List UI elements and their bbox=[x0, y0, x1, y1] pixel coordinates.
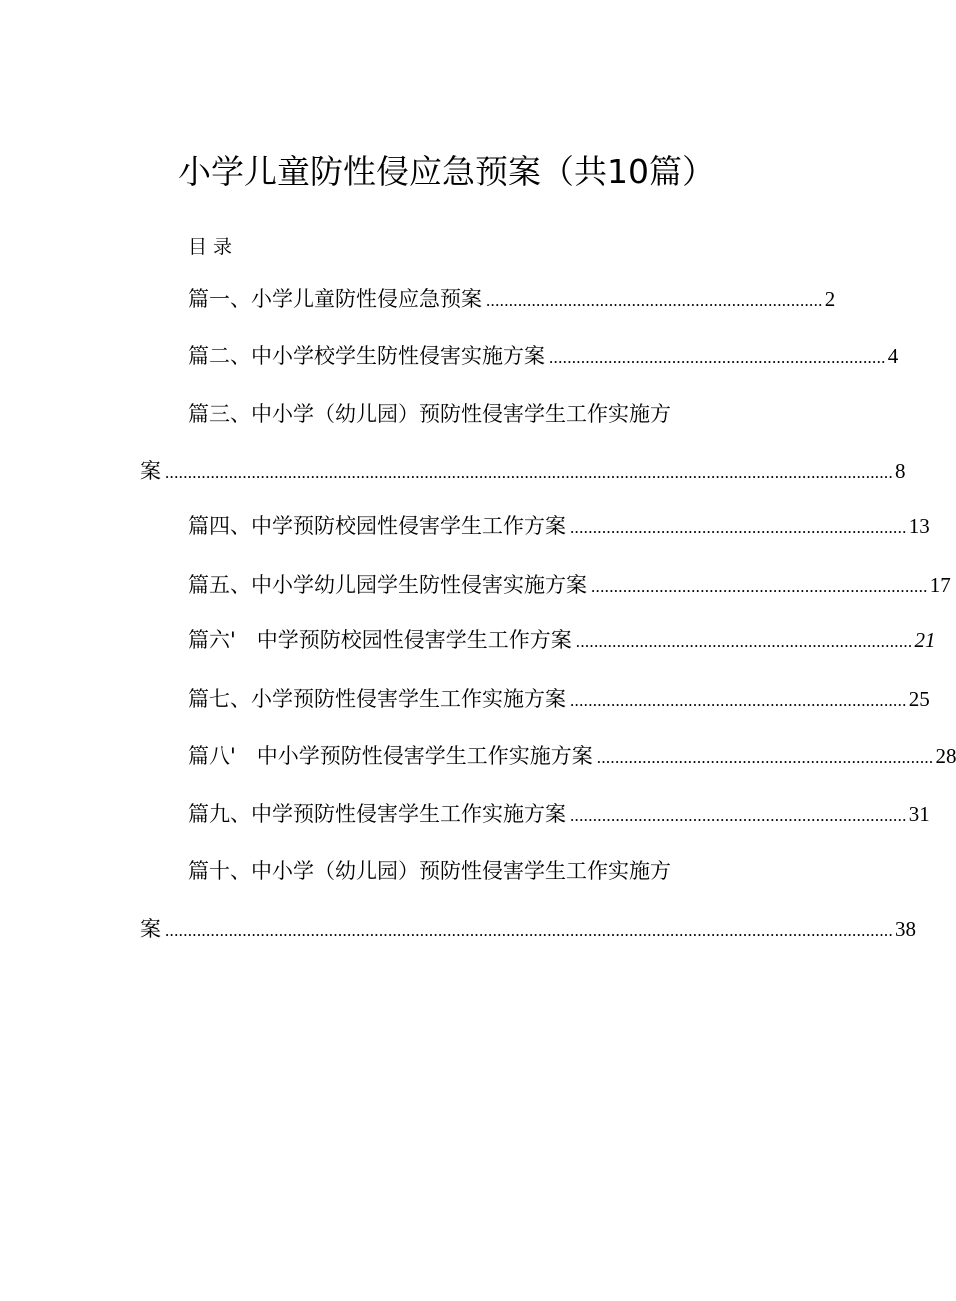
toc-page-number: 2 bbox=[824, 287, 836, 311]
toc-page-number: 8 bbox=[895, 459, 906, 483]
toc-entry-title: 篇五、中小学幼儿园学生防性侵害实施方案 bbox=[188, 573, 587, 597]
toc-entry-title: 篇七、小学预防性侵害学生工作实施方案 bbox=[188, 687, 566, 711]
toc-entry-title: 篇二、中小学校学生防性侵害实施方案 bbox=[188, 344, 545, 368]
toc-entry-title: 篇八' 中小学预防性侵害学生工作实施方案 bbox=[188, 744, 593, 768]
toc-entry-title: 篇四、中学预防校园性侵害学生工作方案 bbox=[188, 514, 566, 538]
document-title: 小学儿童防性侵应急预案（共10篇） bbox=[178, 152, 715, 191]
toc-entry-title: 篇九、中学预防性侵害学生工作实施方案 bbox=[188, 802, 566, 826]
toc-entry-title: 篇六' 中学预防校园性侵害学生工作方案 bbox=[188, 628, 572, 652]
toc-entry-title: 篇十、中小学（幼儿园）预防性侵害学生工作实施方 bbox=[188, 859, 671, 883]
toc-leader-dots: .......................................................................... bbox=[486, 291, 823, 310]
toc-leader-dots: .......................................................................... bbox=[596, 748, 934, 767]
toc-page-number: 4 bbox=[887, 344, 899, 368]
toc-entry-title: 篇一、小学儿童防性侵应急预案 bbox=[188, 287, 482, 311]
toc-entry-6[interactable] bbox=[188, 620, 936, 660]
toc-entry-10-line2[interactable] bbox=[140, 909, 916, 949]
toc-leader-dots: .......................................................................... bbox=[549, 348, 886, 367]
toc-leader-dots: ................................................................................................................................................................ bbox=[165, 921, 893, 940]
toc-heading: 目录 bbox=[188, 236, 239, 258]
toc-entry-7[interactable] bbox=[188, 679, 930, 719]
toc-leader-dots: .......................................................................... bbox=[591, 577, 928, 596]
toc-leader-dots: ................................................................................................................................................................ bbox=[165, 463, 893, 482]
toc-entry-title-continued: 案 bbox=[140, 459, 161, 483]
toc-entry-2[interactable] bbox=[188, 336, 899, 376]
toc-entry-title: 篇三、中小学（幼儿园）预防性侵害学生工作实施方 bbox=[188, 402, 671, 426]
toc-leader-dots: .......................................................................... bbox=[575, 632, 913, 651]
toc-entry-9[interactable] bbox=[188, 794, 930, 834]
toc-entry-1[interactable] bbox=[188, 279, 836, 319]
toc-page-number: 25 bbox=[908, 687, 930, 711]
toc-entry-4[interactable] bbox=[188, 506, 930, 546]
toc-page-number: 31 bbox=[908, 802, 930, 826]
toc-entry-10-line1[interactable] bbox=[188, 851, 748, 891]
toc-leader-dots: .......................................................................... bbox=[570, 806, 907, 825]
toc-entry-title-continued: 案 bbox=[140, 917, 161, 941]
toc-page-number: 13 bbox=[908, 514, 930, 538]
toc-leader-dots: .......................................................................... bbox=[570, 691, 907, 710]
toc-page-number: 28 bbox=[935, 744, 956, 768]
toc-entry-8[interactable] bbox=[188, 736, 956, 776]
toc-leader-dots: .......................................................................... bbox=[570, 518, 907, 537]
toc-page-number: 17 bbox=[929, 573, 951, 597]
toc-entry-3-line2[interactable] bbox=[140, 451, 906, 491]
toc-entry-3-line1[interactable] bbox=[188, 394, 748, 434]
toc-page-number: 38 bbox=[895, 917, 916, 941]
toc-entry-5[interactable] bbox=[188, 565, 951, 605]
toc-page-number: 21 bbox=[914, 628, 936, 652]
